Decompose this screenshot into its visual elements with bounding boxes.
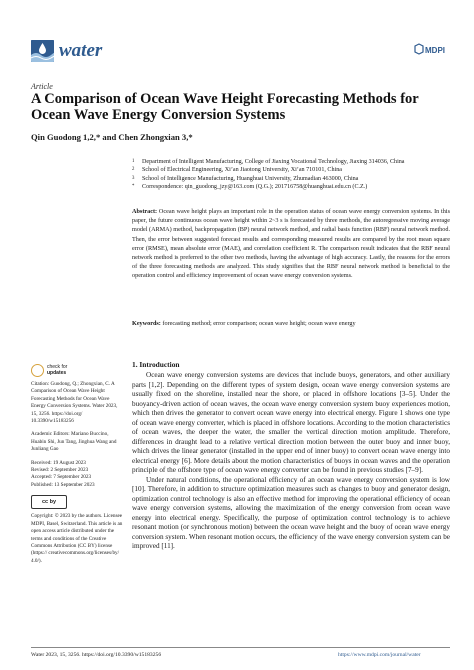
affiliation-marker: * (132, 184, 135, 190)
affiliations (132, 158, 452, 192)
mdpi-logo-text: MDPI (425, 46, 445, 55)
paragraph: Under natural conditions, the operational efficiency of an ocean wave energy conversion system is low [10]. Therefore, in addition to structure optimization measures such as changes to buoy and generator design, optimization control technology is also an effective method for improving the operational efficiency of ocean wave energy conversion systems, allowing the maximization of the energy conversion from ocean wave energy into electrical energy. Specifically, the purpose of optimization control technology is to achieve resonant motion (or synchronous motion) between the ocean wave height and the buoy of ocean wave energy conversion system. When resonant motion occurs, the efficiency of the wave energy conversion system can be improved [11]. (132, 475, 450, 550)
paper-title: A Comparison of Ocean Wave Height Forecasting Methods for Ocean Wave Energy Conversion Systems (31, 91, 419, 123)
abstract (132, 207, 450, 281)
keywords-text: forecasting method; error comparison; ocean wave height; ocean wave energy (162, 320, 356, 327)
cc-by-license-icon[interactable]: cc by (31, 495, 67, 509)
abstract-text: Ocean wave height plays an important role in the operation status of ocean wave energy conversion systems. In this paper, the future continuous ocean wave height within 2~3 s is forecasted by three methods, the autoregressive moving average model (ARMA) method, backpropagation (BP) neural network method, and radial basis function (RBF) neural network method. Then, the error between suggested forecast results and corresponding measured results are compared by the root mean square error (RMSE), mean absolute error (MAE), and correlation coefficient R. The comparison result indicates that the RBF neural network method is preferred to the other two methods, having the advantage of high accuracy. Lastly, the reasons for the errors of the three forecasting methods are analyzed. This study signifies that the RBF neural network method is beneficial to the operation control and efficiency improvement of ocean wave energy conversion systems. (132, 208, 450, 280)
citation: Citation: Guodong, Q.; Zhongxian, C. A Comparison of Ocean Wave Height Forecasting Methods for Ocean Wave Energy Conversion Systems. Water 2023, 15, 3256. https://doi.org/ 10.3390/w15183256 (31, 381, 118, 425)
check-updates-icon (31, 364, 44, 377)
check-for-updates-button[interactable] (31, 364, 123, 377)
keywords-label: Keywords: (132, 320, 161, 327)
affiliation-marker: 2 (132, 167, 135, 173)
section-heading: 1. Introduction (132, 360, 180, 369)
mdpi-logo (413, 43, 447, 59)
affiliation-item (132, 158, 452, 166)
introduction-body (132, 371, 450, 552)
abstract-label: Abstract: (132, 208, 158, 215)
check-updates-line1: check for (47, 363, 68, 370)
water-drop-icon (31, 40, 54, 62)
footer-citation[interactable]: Water 2023, 15, 3256. https://doi.org/10.3390/w15183256 (31, 652, 162, 658)
published-date: Published: 13 September 2023 (31, 481, 95, 488)
footer-divider (31, 647, 450, 648)
affiliation-marker: 3 (132, 175, 135, 181)
article-type: Article (31, 82, 53, 91)
affiliation-marker: 1 (132, 159, 135, 164)
journal-name: water (59, 40, 103, 61)
sidebar (31, 364, 123, 565)
authors: Qin Guodong 1,2,* and Chen Zhongxian 3,* (31, 132, 193, 142)
affiliation-item (132, 166, 452, 174)
affiliation-text: Department of Intelligent Manufacturing, College of Jiaxing Vocational Technology, Jiaxing 314036, China (142, 159, 405, 165)
correspondence-text[interactable]: Correspondence: qin_guodong_jzy@163.com (Q.G.); 201716758@huanghuai.edu.cn (C.Z.) (142, 184, 368, 191)
accepted-date: Accepted: 7 September 2023 (31, 474, 92, 481)
academic-editors: Academic Editors: Mariano Buccino, Huabin Shi, Jun Tang, Jinghua Wang and Junliang Gao (31, 431, 117, 453)
dates (31, 460, 123, 490)
paragraph: Ocean wave energy conversion systems are devices that include buoys, generators, and other auxiliary parts [1,2]. Depending on the different types of system design, ocean wave energy conversion systems are usually fixed on the shoreline, installed near the shore, or placed in offshore locations [3–5]. Under the buoyancy-driven action of ocean waves, the ocean wave energy conversion system buoy experiences motion, which then drives the generator to convert ocean wave energy into electrical energy. Figure 1 shows one type of ocean wave energy converter, which is placed in offshore locations. According to the motion characteristics of ocean waves, the deeper the water, the smaller the vertical direction motion amplitude. Therefore, differences in draught lead to a relative vertical direction motion between the outer buoy and inner buoy, which drives the linear generator (installed in the upper end of inner buoy) to convert ocean wave energy into electrical energy [6]. More details about the motion characteristics of buoys in ocean waves and the operation principle of the offshore type of ocean wave energy converter can be found in previous studies [7–9]. (132, 371, 450, 474)
revised-date: Revised: 2 September 2023 (31, 467, 89, 474)
affiliation-text: School of Electrical Engineering, Xi’an Jiaotong University, Xi’an 710101, China (142, 167, 342, 174)
check-updates-line2: updates (47, 369, 67, 376)
affiliation-item (132, 183, 452, 191)
journal-link[interactable]: https://www.mdpi.com/journal/water (338, 652, 421, 658)
keywords (132, 320, 450, 327)
affiliation-text: School of Intelligence Manufacturing, Huanghuai University, Zhumadian 463000, China (142, 175, 359, 182)
affiliation-item (132, 175, 452, 183)
copyright: Copyright: © 2023 by the authors. Licensee MDPI, Basel, Switzerland. This article is an open access article distributed under the terms and conditions of the Creative Commons Attribution (CC BY) license (https:// creativecommons.org/licenses/by/ 4.0/). (31, 513, 123, 564)
received-date: Received: 19 August 2023 (31, 459, 86, 466)
